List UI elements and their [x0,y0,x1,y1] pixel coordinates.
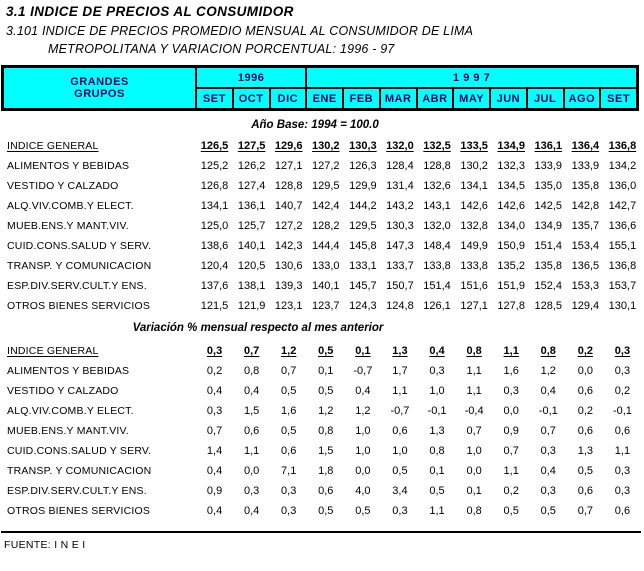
value-cell: 0,8 [466,505,482,517]
value-cell: 1,3 [392,345,408,357]
value-cell: 1,2 [318,405,334,417]
value-cell: 0,3 [429,365,445,377]
value-cell: 1,1 [466,365,482,377]
value-cell: 132,3 [497,160,525,172]
value-cell: 0,4 [540,385,556,397]
value-cell: 1,2 [540,365,556,377]
value-cell: 0,4 [243,385,260,397]
value-cell: 153,3 [571,280,600,292]
value-cell: 153,4 [571,240,600,252]
value-cell: 0,3 [392,505,408,517]
page-subtitle-line2: METROPOLITANA Y VARIACION PORCENTUAL: 1996 - 97 [48,42,395,56]
value-cell: 126,2 [237,160,266,172]
value-cell: 144,2 [349,200,377,212]
value-cell: 152,4 [534,280,563,292]
value-cell: 120,4 [200,260,229,272]
value-cell: 132,0 [423,220,451,232]
row-label: MUEB.ENS.Y MANT.VIV. [7,425,129,437]
value-cell: 142,4 [312,200,340,212]
month-header-jul97: JUL [527,88,564,109]
value-cell: 0,3 [281,485,297,497]
value-cell: 0,5 [281,385,297,397]
value-cell: 134,5 [497,180,525,192]
value-cell: 0,3 [540,485,556,497]
variation-row [3,341,641,361]
value-cell: 1,5 [318,445,334,457]
value-cell: 0,4 [540,465,556,477]
value-cell: 129,5 [312,180,340,192]
value-cell: 133,9 [571,160,600,172]
value-cell: 149,9 [460,240,488,252]
value-cell: 132,0 [386,140,414,152]
group-header-line1: GRANDES [70,76,129,88]
value-cell: 0,9 [503,425,519,437]
value-cell: 1,1 [392,385,408,397]
value-cell: 135,8 [534,260,563,272]
value-cell: 0,6 [577,485,594,497]
value-cell: 0,5 [318,345,334,357]
value-cell: 0,5 [429,485,445,497]
value-cell: 147,3 [386,240,414,252]
value-cell: 0,8 [466,345,482,357]
value-cell: 133,1 [349,260,377,272]
value-cell: 0,3 [206,405,223,417]
value-cell: 135,8 [571,180,600,192]
value-cell: 136,8 [608,140,637,152]
month-header-feb97: FEB [343,88,380,109]
month-header-mar97: MAR [380,88,417,109]
value-cell: 1,0 [355,445,371,457]
value-cell: 1,5 [243,405,260,417]
value-cell: 0,8 [540,345,556,357]
value-cell: 3,4 [392,485,408,497]
row-label: CUID.CONS.SALUD Y SERV. [7,445,152,457]
value-cell: 151,6 [460,280,488,292]
value-cell: 132,6 [423,180,451,192]
value-cell: 142,5 [534,200,563,212]
value-cell: 130,2 [460,160,488,172]
value-cell: 1,8 [318,465,334,477]
value-cell: 0,5 [318,385,334,397]
value-cell: -0,7 [390,405,410,417]
row-label: VESTIDO Y CALZADO [7,385,119,397]
value-cell: 134,9 [534,220,563,232]
value-cell: 1,1 [243,445,260,457]
row-label: MUEB.ENS.Y MANT.VIV. [7,220,129,232]
value-cell: 128,8 [274,180,303,192]
month-header-abr97: ABR [417,88,454,109]
value-cell: 1,0 [429,385,445,397]
row-label: ESP.DIV.SERV.CULT.Y ENS. [7,280,147,292]
value-cell: 136,1 [534,140,563,152]
group-header-line2: GRUPOS [74,88,125,100]
value-cell: 142,6 [497,200,525,212]
row-label: TRANSP. Y COMUNICACION [7,465,152,477]
value-cell: 0,7 [503,445,519,457]
value-cell: 132,8 [460,220,488,232]
value-cell: 126,8 [200,180,229,192]
value-cell: 0,5 [392,465,408,477]
value-cell: 121,9 [237,300,266,312]
value-cell: 128,8 [423,160,451,172]
value-cell: 1,6 [503,365,519,377]
value-cell: 143,2 [386,200,414,212]
value-cell: 140,1 [237,240,266,252]
value-cell: 0,6 [577,425,594,437]
value-cell: 0,9 [206,485,223,497]
value-cell: 134,2 [608,160,637,172]
value-cell: -0,1 [612,405,632,417]
value-cell: 153,7 [608,280,637,292]
value-cell: 0,1 [318,365,334,377]
row-label: ALQ.VIV.COMB.Y ELECT. [7,200,134,212]
value-cell: 0,3 [243,485,260,497]
value-cell: 126,5 [200,140,229,152]
value-cell: 150,7 [386,280,414,292]
value-cell: 0,4 [243,505,260,517]
value-cell: 136,5 [571,260,600,272]
value-cell: 1,7 [392,365,408,377]
value-cell: 0,5 [540,505,556,517]
value-cell: 130,2 [312,140,340,152]
variation-row [3,381,641,401]
row-label: ALIMENTOS Y BEBIDAS [7,365,130,377]
month-header-set96: SET [196,88,233,109]
variation-row [3,421,641,441]
value-cell: 129,5 [349,220,377,232]
value-cell: 1,1 [614,445,631,457]
month-header-dic96: DIC [270,88,307,109]
value-cell: 136,6 [608,220,637,232]
value-cell: 128,2 [312,220,340,232]
value-cell: 1,4 [206,445,223,457]
value-cell: 125,7 [237,220,266,232]
value-cell: 0,3 [540,445,556,457]
value-cell: 138,6 [200,240,229,252]
value-cell: 0,7 [577,505,594,517]
value-cell: 0,2 [503,485,519,497]
value-cell: -0,7 [353,365,373,377]
value-cell: 133,5 [460,140,488,152]
month-header-may97: MAY [453,88,490,109]
value-cell: 129,9 [349,180,377,192]
value-cell: 121,5 [200,300,229,312]
value-cell: 1,3 [577,445,594,457]
value-cell: 151,4 [423,280,451,292]
variation-row [3,361,641,381]
value-cell: 0,6 [281,445,297,457]
value-cell: 136,1 [237,200,266,212]
value-cell: 0,6 [614,505,631,517]
year-header-1996: 1996 [196,67,306,88]
index-row [3,136,641,156]
value-cell: 1,1 [466,385,482,397]
value-cell: 1,0 [355,425,371,437]
row-label: INDICE GENERAL [7,345,99,357]
value-cell: 142,3 [274,240,303,252]
base-year-note: Año Base: 1994 = 100.0 [251,119,379,131]
value-cell: 0,7 [466,425,482,437]
value-cell: 0,8 [429,445,445,457]
month-header-ago97: AGO [564,88,601,109]
value-cell: 0,2 [614,385,631,397]
row-label: CUID.CONS.SALUD Y SERV. [7,240,152,252]
index-row [3,276,641,296]
row-label: OTROS BIENES SERVICIOS [7,300,151,312]
row-label: ESP.DIV.SERV.CULT.Y ENS. [7,485,147,497]
value-cell: 0,2 [206,365,223,377]
value-cell: 151,4 [534,240,563,252]
row-label: ALQ.VIV.COMB.Y ELECT. [7,405,134,417]
value-cell: 127,1 [460,300,488,312]
variation-values-section [0,341,644,521]
row-label: VESTIDO Y CALZADO [7,180,119,192]
value-cell: 0,6 [243,425,260,437]
value-cell: 139,3 [274,280,303,292]
value-cell: 136,4 [571,140,600,152]
month-header-ene97: ENE [306,88,343,109]
page-title: 3.1 INDICE DE PRECIOS AL CONSUMIDOR [6,4,294,19]
value-cell: 143,1 [423,200,451,212]
value-cell: 135,2 [497,260,525,272]
value-cell: 128,4 [386,160,414,172]
row-label: ALIMENTOS Y BEBIDAS [7,160,130,172]
value-cell: 0,7 [281,365,297,377]
value-cell: 4,0 [355,485,371,497]
value-cell: 1,3 [429,425,445,437]
value-cell: 140,7 [274,200,303,212]
value-cell: 137,6 [200,280,229,292]
value-cell: 124,3 [349,300,377,312]
value-cell: -0,1 [427,405,447,417]
index-values-section [0,136,644,316]
row-label: OTROS BIENES SERVICIOS [7,505,151,517]
index-row [3,296,641,316]
value-cell: -0,1 [538,405,558,417]
index-row [3,216,641,236]
value-cell: 129,6 [274,140,303,152]
value-cell: 135,7 [571,220,600,232]
page-subtitle-line1: 3.101 INDICE DE PRECIOS PROMEDIO MENSUAL AL CONSUMIDOR DE LIMA [6,24,474,38]
value-cell: 0,3 [503,385,519,397]
month-header-set97: SET [600,88,637,109]
value-cell: 130,3 [349,140,377,152]
value-cell: 0,5 [577,465,594,477]
value-cell: 127,8 [497,300,525,312]
value-cell: 127,1 [274,160,303,172]
value-cell: 0,1 [466,485,482,497]
variation-row [3,461,641,481]
source-note: FUENTE: I N E I [4,539,86,551]
value-cell: 125,2 [200,160,229,172]
value-cell: 0,6 [614,425,631,437]
value-cell: 142,6 [460,200,488,212]
value-cell: 0,3 [614,365,631,377]
month-header-oct96: OCT [233,88,270,109]
index-row [3,176,641,196]
value-cell: 144,4 [312,240,340,252]
variation-row [3,481,641,501]
value-cell: 135,0 [534,180,563,192]
value-cell: 0,4 [429,345,445,357]
value-cell: 133,9 [534,160,563,172]
value-cell: 123,1 [274,300,303,312]
value-cell: 0,3 [281,505,297,517]
value-cell: 134,9 [497,140,525,152]
value-cell: 1,6 [281,405,297,417]
table-header [1,65,639,111]
value-cell: 0,2 [577,345,594,357]
value-cell: 127,2 [312,160,340,172]
value-cell: 155,1 [608,240,637,252]
value-cell: 0,7 [243,345,260,357]
value-cell: 129,4 [571,300,600,312]
value-cell: 133,8 [460,260,488,272]
value-cell: 0,4 [355,385,371,397]
value-cell: 126,3 [349,160,377,172]
value-cell: 132,5 [423,140,451,152]
value-cell: 133,8 [423,260,451,272]
index-row [3,156,641,176]
value-cell: 1,2 [281,345,297,357]
value-cell: 0,5 [281,425,297,437]
value-cell: 131,4 [386,180,414,192]
value-cell: 0,0 [466,465,482,477]
value-cell: 145,7 [349,280,377,292]
value-cell: 0,5 [503,505,519,517]
value-cell: 148,4 [423,240,451,252]
value-cell: 127,2 [274,220,303,232]
value-cell: 134,0 [497,220,525,232]
value-cell: 1,2 [355,405,371,417]
year-header-1997: 1 9 9 7 [306,67,637,88]
value-cell: 0,5 [355,505,371,517]
variation-row [3,401,641,421]
value-cell: 0,7 [206,425,223,437]
value-cell: 0,3 [614,465,631,477]
value-cell: 0,1 [355,345,371,357]
index-row [3,196,641,216]
row-label: INDICE GENERAL [7,140,99,152]
value-cell: 0,6 [577,385,594,397]
value-cell: 0,0 [577,365,594,377]
value-cell: 134,1 [200,200,229,212]
footer-divider [1,531,641,533]
value-cell: 1,0 [392,445,408,457]
value-cell: 145,8 [349,240,377,252]
value-cell: 0,4 [206,505,223,517]
value-cell: 133,7 [386,260,414,272]
value-cell: 0,3 [206,345,223,357]
value-cell: 0,4 [206,385,223,397]
index-row [3,256,641,276]
value-cell: 0,2 [577,405,594,417]
value-cell: 128,5 [534,300,563,312]
value-cell: 0,3 [614,345,631,357]
value-cell: 0,0 [503,405,519,417]
value-cell: 0,6 [318,485,334,497]
title-block [0,0,644,56]
value-cell: 1,1 [503,345,519,357]
value-cell: 127,5 [237,140,266,152]
value-cell: -0,4 [464,405,484,417]
value-cell: 0,5 [318,505,334,517]
value-cell: 136,8 [608,260,637,272]
value-cell: 0,8 [318,425,334,437]
value-cell: 1,1 [503,465,519,477]
index-row [3,236,641,256]
value-cell: 151,9 [497,280,525,292]
value-cell: 1,0 [466,445,482,457]
variation-row [3,501,641,521]
variation-row [3,441,641,461]
row-label: TRANSP. Y COMUNICACION [7,260,152,272]
value-cell: 130,3 [386,220,414,232]
value-cell: 0,3 [614,485,631,497]
value-cell: 136,0 [608,180,637,192]
variation-section-title: Variación % mensual respecto al mes anterior [132,322,384,334]
value-cell: 0,0 [243,465,260,477]
value-cell: 0,7 [540,425,556,437]
value-cell: 130,1 [608,300,637,312]
value-cell: 130,6 [274,260,303,272]
value-cell: 123,7 [312,300,340,312]
column-header-groups [3,67,196,109]
value-cell: 142,8 [571,200,600,212]
value-cell: 7,1 [281,465,297,477]
value-cell: 133,0 [312,260,340,272]
value-cell: 127,4 [237,180,266,192]
value-cell: 0,0 [355,465,371,477]
value-cell: 1,1 [429,505,445,517]
value-cell: 0,4 [206,465,223,477]
value-cell: 0,1 [429,465,445,477]
value-cell: 124,8 [386,300,414,312]
value-cell: 0,8 [243,365,260,377]
month-header-jun97: JUN [490,88,527,109]
value-cell: 0,6 [392,425,408,437]
value-cell: 125,0 [200,220,229,232]
value-cell: 140,1 [312,280,340,292]
value-cell: 138,1 [237,280,266,292]
value-cell: 126,1 [423,300,451,312]
value-cell: 150,9 [497,240,525,252]
value-cell: 142,7 [608,200,637,212]
value-cell: 134,1 [460,180,488,192]
value-cell: 120,5 [237,260,266,272]
